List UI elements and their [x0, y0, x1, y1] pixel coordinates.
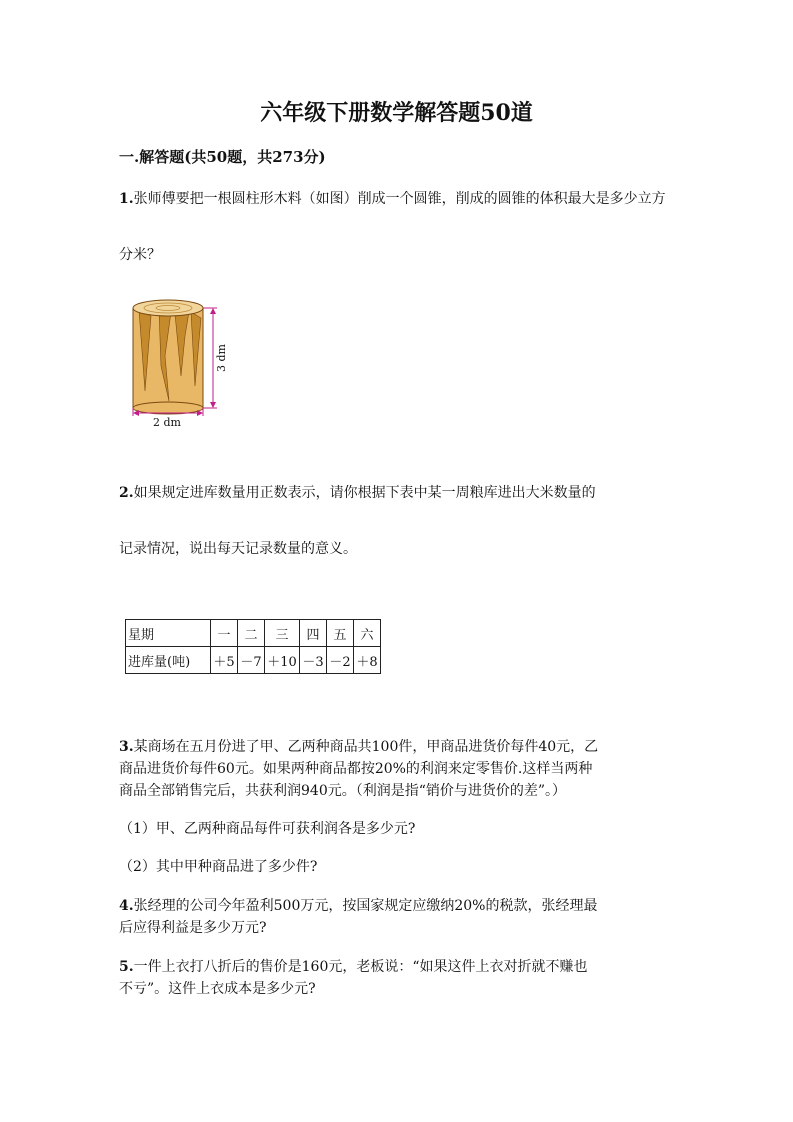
- question-4-line-2: 后应得利益是多少万元?: [119, 920, 267, 936]
- question-3-sub-1: （1）甲、乙两种商品每件可获利润各是多少元?: [119, 821, 416, 837]
- table-cell-day: 五: [327, 620, 354, 647]
- question-3-text: 某商场在五月份进了甲、乙两种商品共100件，甲商品进货价每件40元，乙: [133, 739, 599, 755]
- question-1-number: 1.: [119, 191, 134, 207]
- question-2-number: 2.: [119, 485, 134, 501]
- diameter-label: 2 dm: [153, 416, 181, 428]
- question-2-line-1: [119, 482, 596, 502]
- table-header-quantity: 进库量(吨): [126, 647, 211, 674]
- question-3-line-3: 商品全部销售完后，共获利润940元。（利润是指“销价与进货价的差”。）: [119, 783, 567, 799]
- question-1-line-1: [119, 188, 666, 208]
- question-4-number: 4.: [119, 898, 134, 914]
- question-4-line-1: [119, 895, 597, 915]
- question-2-line-2: 记录情况，说出每天记录数量的意义。: [119, 541, 357, 557]
- table-cell-day: 二: [238, 620, 265, 647]
- table-cell-day: 六: [354, 620, 381, 647]
- question-4-text: 张经理的公司今年盈利500万元，按国家规定应缴纳20%的税款，张经理最: [133, 898, 598, 914]
- table-row: [126, 647, 381, 674]
- table-header-weekday: 星期: [126, 620, 211, 647]
- table-cell-day: 一: [211, 620, 238, 647]
- grain-record-table: [125, 619, 381, 674]
- question-2-text: 如果规定进库数量用正数表示，请你根据下表中某一周粮库进出大米数量的: [133, 485, 596, 501]
- question-3-number: 3.: [119, 739, 134, 755]
- table-cell-value: －7: [238, 647, 265, 674]
- section-heading: 一.解答题(共50题，共273分): [119, 148, 326, 166]
- question-3-line-1: [119, 736, 598, 756]
- question-5-number: 5.: [119, 959, 134, 975]
- page-title: 六年级下册数学解答题50道: [260, 100, 533, 126]
- question-5-line-1: [119, 956, 588, 976]
- table-cell-day: 四: [300, 620, 327, 647]
- question-5-line-2: 不亏”。这件上衣成本是多少元?: [119, 981, 316, 997]
- question-1-text: 张师傅要把一根圆柱形木料（如图）削成一个圆锥，削成的圆锥的体积最大是多少立方: [133, 191, 666, 207]
- table-cell-day: 三: [265, 620, 300, 647]
- table-row: [126, 620, 381, 647]
- cylinder-log-figure: [125, 296, 235, 428]
- question-5-text: 一件上衣打八折后的售价是160元，老板说：“如果这件上衣对折就不赚也: [133, 959, 588, 975]
- table-cell-value: ＋8: [354, 647, 381, 674]
- question-3-line-2: 商品进货价每件60元。如果两种商品都按20%的利润来定零售价.这样当两种: [119, 761, 593, 777]
- table-cell-value: －2: [327, 647, 354, 674]
- height-label: 3 dm: [215, 344, 228, 372]
- question-3-sub-2: （2）其中甲种商品进了多少件?: [119, 859, 318, 875]
- table-cell-value: ＋5: [211, 647, 238, 674]
- table-cell-value: ＋10: [265, 647, 300, 674]
- question-1-line-2: 分米？: [119, 247, 161, 263]
- table-cell-value: －3: [300, 647, 327, 674]
